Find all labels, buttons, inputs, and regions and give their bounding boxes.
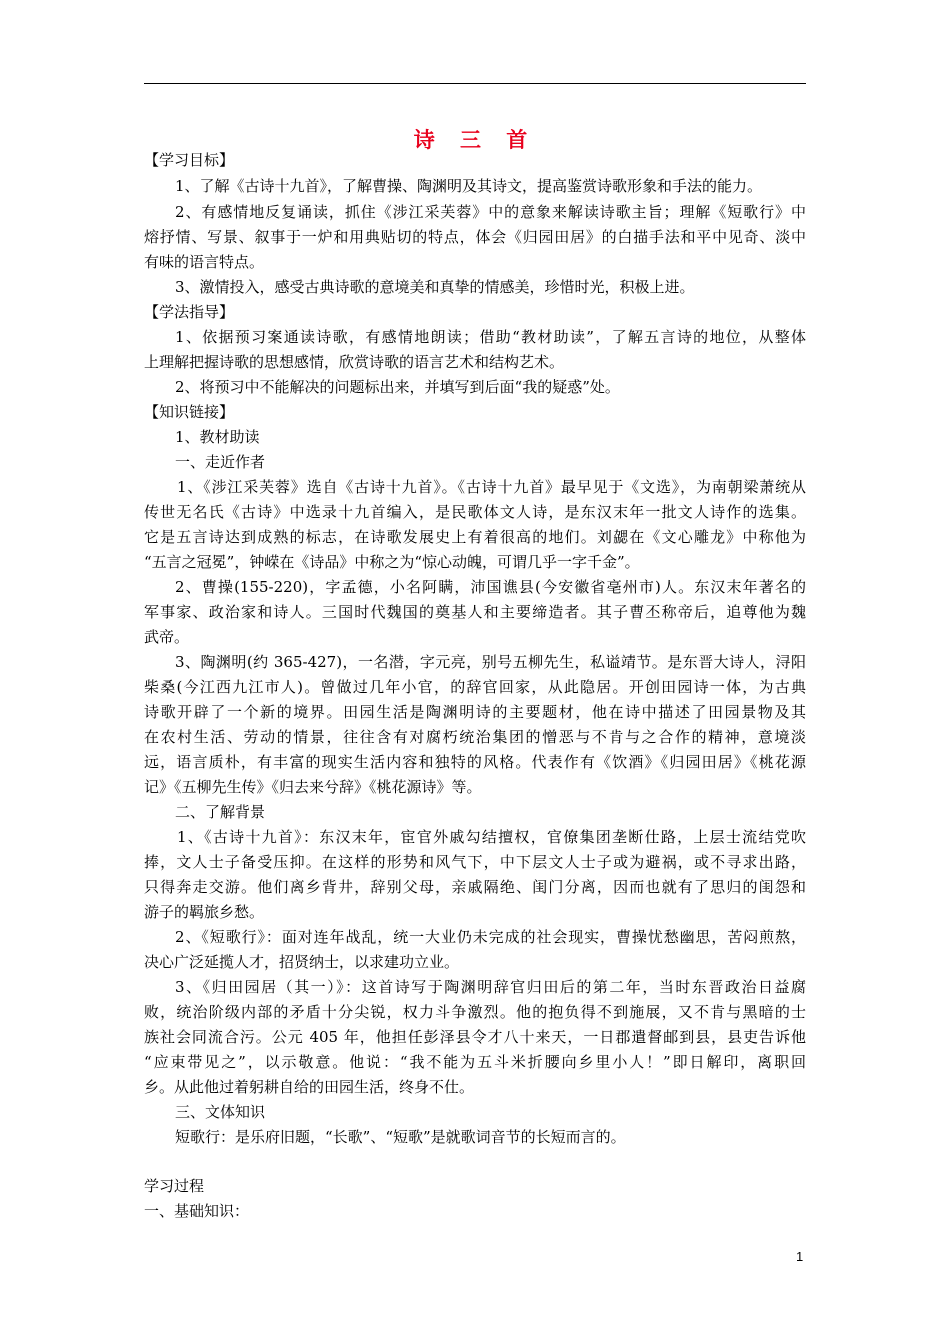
- section-heading-knowledge-link: 【知识链接】: [144, 403, 235, 421]
- author-3-line-5: 远，语言质朴，有丰富的现实生活内容和独特的风格。代表作有《饮酒》《归园田居》《桃花源: [144, 753, 806, 771]
- subheading-genre-knowledge: 三、文体知识: [175, 1103, 266, 1121]
- method-2: 2、将预习中不能解决的问题标出来，并填写到后面“我的疑惑”处。: [175, 378, 620, 396]
- genre-note: 短歌行：是乐府旧题，“长歌”、“短歌”是就歌词音节的长短而言的。: [175, 1128, 626, 1146]
- author-2-line-1: 2、曹操(155-220)，字孟德，小名阿瞒，沛国谯县(今安徽省亳州市)人。东汉末年著名的: [175, 578, 806, 596]
- goal-1: 1、了解《古诗十九首》，了解曹操、陶渊明及其诗文，提高鉴赏诗歌形象和手法的能力。: [175, 177, 763, 195]
- method-1-line-1: 1、依据预习案通读诗歌，有感情地朗读；借助“教材助读”，了解五言诗的地位，从整体: [175, 328, 806, 346]
- background-3-line-1: 3、《归田园居（其一）》：这首诗写于陶渊明辞官归田后的第二年，当时东晋政治日益腐: [175, 978, 806, 996]
- background-2-line-2: 决心广泛延揽人才，招贤纳士，以求建功立业。: [144, 953, 460, 971]
- author-3-line-3: 诗歌开辟了一个新的境界。田园生活是陶渊明诗的主要题材，他在诗中描述了田园景物及其: [144, 703, 806, 721]
- background-1-line-4: 游子的羁旅乡愁。: [144, 903, 265, 921]
- author-2-line-3: 武帝。: [144, 628, 190, 646]
- author-1-line-3: 它是五言诗达到成熟的标志，在诗歌发展史上有着很高的地们。刘勰在《文心雕龙》中称他为: [144, 528, 806, 546]
- background-3-line-4: “应束带见之”，以示敬意。他说：“我不能为五斗米折腰向乡里小人！”即日解印，离职回: [144, 1053, 806, 1071]
- subheading-authors: 一、走近作者: [175, 453, 266, 471]
- method-1-line-2: 上理解把握诗歌的思想感情，欣赏诗歌的语言艺术和结构艺术。: [144, 353, 565, 371]
- goal-2-line-3: 有味的语言特点。: [144, 253, 265, 271]
- author-3-line-4: 在农村生活、劳动的情景，往往含有对腐朽统治集团的憎恶与不肯与之合作的精神，意境淡: [144, 728, 806, 746]
- background-3-line-2: 败，统治阶级内部的矛盾十分尖锐，权力斗争激烈。他的抱负得不到施展，又不肯与黑暗的士: [144, 1003, 806, 1021]
- section-heading-learning-process: 学习过程: [144, 1177, 205, 1195]
- goal-2-line-2: 熔抒情、写景、叙事于一炉和用典贴切的特点，体会《归园田居》的白描手法和平中见奇、淡中: [144, 228, 806, 246]
- background-1-line-1: 1、《古诗十九首》：东汉末年，宦官外戚勾结擅权，官僚集团垄断仕路，上层士流结党吹: [177, 828, 806, 846]
- author-1-line-1: 1、《涉江采芙蓉》选自《古诗十九首》。《古诗十九首》最早见于《文选》，为南朝梁萧统从: [177, 478, 806, 496]
- subheading-textbook-reading: 1、教材助读: [175, 428, 260, 446]
- goal-3: 3、激情投入，感受古典诗歌的意境美和真挚的情感美，珍惜时光，积极上进。: [175, 278, 695, 296]
- author-1-line-4: “五言之冠冕”，钟嵘在《诗品》中称之为“惊心动魄，可谓几乎一字千金”。: [144, 553, 640, 571]
- document-title: 诗 三 首: [413, 127, 537, 152]
- goal-2-line-1: 2、有感情地反复诵读，抓住《涉江采芙蓉》中的意象来解读诗歌主旨；理解《短歌行》中: [175, 203, 806, 221]
- section-heading-learning-goals: 【学习目标】: [144, 151, 235, 169]
- author-3-line-1: 3、陶渊明(约 365-427)，一名潜，字元亮，别号五柳先生，私谥靖节。是东晋大诗人，浔阳: [175, 653, 806, 671]
- author-1-line-2: 传世无名氏《古诗》中选录十九首编入，是民歌体文人诗，是东汉末年一批文人诗作的选集。: [144, 503, 806, 521]
- author-3-line-6: 记》《五柳先生传》《归去来兮辞》《桃花源诗》等。: [144, 778, 482, 796]
- author-2-line-2: 军事家、政治家和诗人。三国时代魏国的奠基人和主要缔造者。其子曹丕称帝后，追尊他为魏: [144, 603, 806, 621]
- subheading-basic-knowledge: 一、基础知识：: [144, 1202, 250, 1220]
- subheading-background: 二、了解背景: [175, 803, 266, 821]
- background-1-line-3: 只得奔走交游。他们离乡背井，辞别父母，亲戚隔绝、闺门分离，因而也就有了思归的闺怨和: [144, 878, 806, 896]
- background-1-line-2: 捧，文人士子备受压抑。在这样的形势和风气下，中下层文人士子或为避祸，或不寻求出路，: [144, 853, 806, 871]
- section-heading-study-method: 【学法指导】: [144, 303, 235, 321]
- background-3-line-5: 乡。从此他过着躬耕自给的田园生活，终身不仕。: [144, 1078, 475, 1096]
- background-2-line-1: 2、《短歌行》：面对连年战乱，统一大业仍未完成的社会现实，曹操忧愁幽思，苦闷煎熬，: [175, 928, 806, 946]
- page-number: 1: [796, 1249, 804, 1264]
- background-3-line-3: 族社会同流合污。公元 405 年，他担任彭泽县令才八十来天，一日郡遣督邮到县，县吏告诉他: [144, 1028, 806, 1046]
- header-rule: [144, 83, 806, 84]
- author-3-line-2: 柴桑(今江西九江市人)。曾做过几年小官，的辞官回家，从此隐居。开创田园诗一体，为古典: [144, 678, 806, 696]
